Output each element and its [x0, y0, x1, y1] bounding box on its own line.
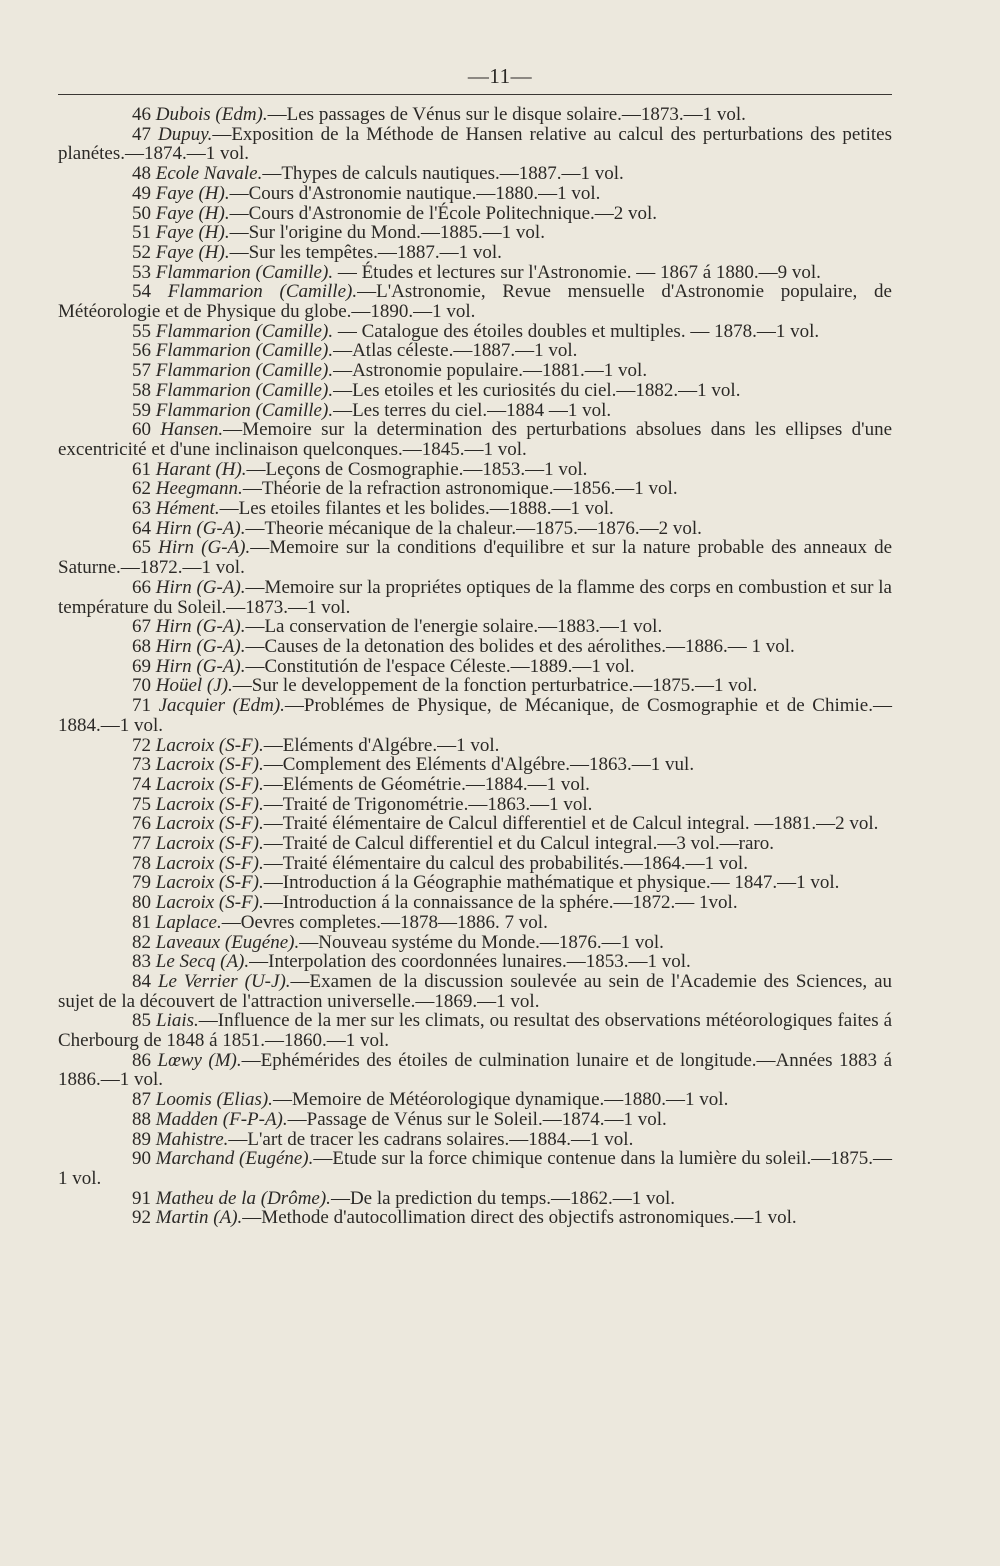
entry-title: —Traité élémentaire de Calcul differentiel et de Calcul integral. —1881.—2 vol.: [263, 813, 879, 835]
bibliography-entry: [58, 538, 892, 577]
entry-number: 57: [132, 360, 151, 382]
entry-number: 47: [132, 123, 151, 145]
entry-number: 80: [132, 892, 151, 914]
entry-author: Flammarion (Camille).: [155, 360, 334, 382]
entry-title: —Astronomie populaire.—1881.—1 vol.: [333, 360, 648, 382]
entry-author: Faye (H).: [155, 202, 230, 224]
entry-title: —Causes de la detonation des bolides et des aérolithes.—1886.— 1 vol.: [245, 635, 795, 657]
entry-title: —Cours d'Astronomie nautique.—1880.—1 vol.: [229, 182, 601, 204]
bibliography-entry: [58, 282, 892, 321]
entry-number: 46: [132, 104, 151, 125]
entry-number: 56: [132, 340, 151, 362]
bibliography-entry: [58, 105, 892, 125]
bibliography-entry: [58, 775, 892, 795]
entry-author: Lacroix (S-F).: [155, 872, 264, 894]
entry-number: 90: [132, 1148, 151, 1170]
entry-author: Dubois (Edm).: [155, 104, 268, 125]
entry-number: 77: [132, 833, 151, 855]
bibliography-entry: [58, 184, 892, 204]
entry-number: 72: [132, 734, 151, 756]
entry-title: —Memoire de Météorologique dynamique.—1880.—1 vol.: [272, 1089, 729, 1111]
entry-author: Laveaux (Eugéne).: [155, 931, 300, 953]
entry-title: —Sur le developpement de la fonction perturbatrice.—1875.—1 vol.: [232, 675, 758, 697]
entry-number: 69: [132, 655, 151, 677]
entry-number: 64: [132, 517, 151, 539]
entry-author: Hansen.: [160, 419, 224, 441]
entry-author: Madden (F-P-A).: [155, 1108, 288, 1130]
entry-number: 67: [132, 616, 151, 638]
entry-title: —Les passages de Vénus sur le disque solaire.—1873.—1 vol.: [267, 104, 746, 125]
entry-title: —Introduction á la connaissance de la sphére.—1872.— 1vol.: [263, 892, 738, 914]
bibliography-entry: [58, 1208, 892, 1228]
entry-author: Lacroix (S-F).: [155, 833, 264, 855]
entry-title: —Les etoiles filantes et les bolides.—1888.—1 vol.: [219, 498, 614, 520]
entry-author: Flammarion (Camille).: [155, 261, 334, 283]
entry-title: —Exposition de la Méthode de Hansen relative au calcul des perturbations des petites planétes.—1874.—1 vol.: [58, 123, 892, 165]
entry-title: —Sur les tempêtes.—1887.—1 vol.: [229, 241, 502, 263]
entry-number: 60: [132, 419, 151, 441]
entry-title: — Catalogue des étoiles doubles et multiples. — 1878.—1 vol.: [333, 320, 820, 342]
entry-author: Ecole Navale.: [155, 163, 263, 185]
bibliography-entry: [58, 263, 892, 283]
header-rule: [58, 94, 892, 95]
entry-title: —Ephémérides des étoiles de culmination lunaire et de longitude.—Années 1883 á 1886.—1 vol.: [58, 1049, 893, 1091]
entry-title: —Etude sur la force chimique contenue dans la lumière du soleil.—1875.—1 vol.: [58, 1148, 892, 1189]
entry-author: Lacroix (S-F).: [155, 892, 264, 914]
entry-title: —Les terres du ciel.—1884 —1 vol.: [333, 399, 612, 421]
bibliography-entry: [58, 1189, 892, 1209]
entry-author: Hirn (G-A).: [155, 576, 246, 598]
entry-title: —Examen de la discussion soulevée au sein de l'Academie des Sciences, au sujet de la découvert de l'attraction universelle.—1869.—1 vol.: [58, 970, 893, 1012]
bibliography-entry: [58, 637, 892, 657]
entry-number: 85: [132, 1010, 151, 1032]
bibliography-entry: [58, 164, 892, 184]
bibliography-entry: [58, 420, 892, 459]
bibliography-entry: [58, 617, 892, 637]
bibliography-entry: [58, 873, 892, 893]
entry-number: 76: [132, 813, 151, 835]
bibliography-entry: [58, 204, 892, 224]
bibliography-entry: [58, 952, 892, 972]
entry-author: Faye (H).: [155, 241, 230, 263]
entry-author: Hirn (G-A).: [155, 616, 246, 638]
entry-number: 87: [132, 1089, 151, 1111]
bibliography-entry: [58, 322, 892, 342]
entry-author: Heegmann.: [155, 478, 243, 500]
entry-author: Hoüel (J).: [155, 675, 233, 697]
bibliography-entry: [58, 1051, 892, 1090]
entry-title: —Traité élémentaire du calcul des probabilités.—1864.—1 vol.: [263, 852, 748, 874]
entry-author: Flammarion (Camille).: [155, 340, 334, 362]
entry-title: —Introduction á la Géographie mathématique et physique.— 1847.—1 vol.: [263, 872, 840, 894]
entry-title: —Memoire sur la propriétes optiques de la flamme des corps en combustion et sur la température du Soleil.—1873.—1 vol.: [58, 576, 892, 618]
entry-title: —Memoire sur la conditions d'equilibre et sur la nature probable des anneaux de Saturne.—1872.—1 vol.: [58, 537, 893, 579]
entry-number: 55: [132, 320, 151, 342]
bibliography-entry: [58, 854, 892, 874]
entry-number: 62: [132, 478, 151, 500]
entry-title: —Cours d'Astronomie de l'École Politechnique.—2 vol.: [229, 202, 658, 224]
entry-number: 59: [132, 399, 151, 421]
bibliography-entry: [58, 913, 892, 933]
entry-number: 52: [132, 241, 151, 263]
entry-number: 83: [132, 951, 151, 973]
entry-author: Loomis (Elias).: [155, 1089, 273, 1111]
entry-number: 74: [132, 773, 151, 795]
entry-author: Le Secq (A).: [155, 951, 250, 973]
bibliography-entry: [58, 341, 892, 361]
bibliography-entry: [58, 499, 892, 519]
entry-title: —Methode d'autocollimation direct des objectifs astronomiques.—1 vol.: [242, 1207, 797, 1229]
entry-title: —Traité de Calcul differentiel et du Calcul integral.—3 vol.—raro.: [263, 833, 774, 855]
entry-title: —La conservation de l'energie solaire.—1883.—1 vol.: [245, 616, 663, 638]
entry-title: —Les etoiles et les curiosités du ciel.—1882.—1 vol.: [333, 379, 741, 401]
entry-number: 68: [132, 635, 151, 657]
entry-number: 51: [132, 222, 151, 244]
bibliography-entry: [58, 361, 892, 381]
entry-title: —Sur l'origine du Mond.—1885.—1 vol.: [229, 222, 545, 244]
entry-number: 78: [132, 852, 151, 874]
bibliography-entry: [58, 676, 892, 696]
entry-author: Flammarion (Camille).: [155, 379, 334, 401]
bibliography-entry: [58, 1149, 892, 1188]
bibliography-entry: [58, 381, 892, 401]
entry-author: Lacroix (S-F).: [155, 793, 264, 815]
entry-author: Hirn (G-A).: [155, 517, 246, 539]
page-number: —11—: [467, 64, 533, 88]
entry-author: Faye (H).: [155, 222, 230, 244]
entry-title: — Études et lectures sur l'Astronomie. — 1867 á 1880.—9 vol.: [333, 261, 821, 283]
entry-title: —Passage de Vénus sur le Soleil.—1874.—1 vol.: [287, 1108, 667, 1130]
entry-title: —Eléments de Géométrie.—1884.—1 vol.: [263, 773, 590, 795]
entry-title: —Memoire sur la determination des perturbations absolues dans les ellipses d'une excentricité et d'une inclinaison quelconques.—1845.—1 vol.: [58, 419, 893, 460]
entry-author: Flammarion (Camille).: [167, 281, 358, 303]
entry-number: 92: [132, 1207, 151, 1229]
entry-number: 70: [132, 675, 151, 697]
bibliography-entry: [58, 736, 892, 756]
entry-title: —Interpolation des coordonnées lunaires.—1853.—1 vol.: [249, 951, 691, 973]
entry-title: —Nouveau systéme du Monde.—1876.—1 vol.: [299, 931, 664, 953]
entry-title: —Oevres completes.—1878—1886. 7 vol.: [221, 911, 548, 933]
entry-number: 63: [132, 498, 151, 520]
entry-title: —Problémes de Physique, de Mécanique, de Cosmographie et de Chimie.—1884.—1 vol.: [58, 695, 892, 736]
bibliography-entry: [58, 1110, 892, 1130]
entry-author: Marchand (Eugéne).: [155, 1148, 314, 1170]
entry-number: 65: [132, 537, 151, 559]
entry-title: —Influence de la mer sur les climats, ou resultat des observations météorologiques faites á Cherbourg de 1848 á 1851.—1860.—1 vol.: [58, 1010, 893, 1052]
entry-author: Liais.: [156, 1010, 199, 1032]
entry-author: Matheu de la (Drôme).: [155, 1187, 331, 1209]
entry-number: 53: [132, 261, 151, 283]
bibliography-entry: [58, 243, 892, 263]
entry-title: —Constitutión de l'espace Céleste.—1889.—1 vol.: [245, 655, 635, 677]
entry-number: 49: [132, 182, 151, 204]
entry-number: 82: [132, 931, 151, 953]
entry-author: Lacroix (S-F).: [155, 852, 264, 874]
entry-author: Le Verrier (U-J).: [157, 970, 291, 992]
entry-number: 81: [132, 911, 151, 933]
entry-author: Hirn (G-A).: [155, 635, 246, 657]
entry-author: Martin (A).: [155, 1207, 243, 1229]
bibliography-entry: [58, 479, 892, 499]
entry-number: 61: [132, 458, 151, 480]
bibliography-entry: [58, 125, 892, 164]
entry-title: —L'Astronomie, Revue mensuelle d'Astronomie populaire, de Météorologie et de Physique du globe.—1890.—1 vol.: [58, 281, 892, 323]
bibliography-entry: [58, 1130, 892, 1150]
bibliography-entry: [58, 1011, 892, 1050]
entry-author: Mahistre.: [155, 1128, 229, 1150]
bibliography-entry: [58, 696, 892, 735]
entry-author: Hirn (G-A).: [158, 537, 251, 559]
bibliography-entry: [58, 972, 892, 1011]
entry-author: Harant (H).: [155, 458, 247, 480]
entry-author: Lacroix (S-F).: [155, 813, 264, 835]
bibliography-entry: [58, 814, 892, 834]
entry-author: Lacroix (S-F).: [155, 773, 264, 795]
entry-title: —L'art de tracer les cadrans solaires.—1884.—1 vol.: [228, 1128, 634, 1150]
entry-author: Faye (H).: [155, 182, 230, 204]
entry-title: —Thypes de calculs nautiques.—1887.—1 vol.: [262, 163, 624, 185]
entry-title: —Leçons de Cosmographie.—1853.—1 vol.: [246, 458, 588, 480]
entry-title: —Eléments d'Algébre.—1 vol.: [263, 734, 500, 756]
entry-author: Jacquier (Edm).: [158, 695, 285, 717]
entry-number: 71: [132, 695, 151, 717]
entry-author: Flammarion (Camille).: [155, 320, 334, 342]
entry-title: —Theorie mécanique de la chaleur.—1875.—1876.—2 vol.: [245, 517, 702, 539]
entry-number: 50: [132, 202, 151, 224]
entry-title: —Complement des Eléments d'Algébre.—1863.—1 vul.: [263, 754, 695, 776]
bibliography-entry: [58, 519, 892, 539]
entry-number: 84: [132, 970, 151, 992]
entry-author: Lacroix (S-F).: [155, 754, 264, 776]
entry-number: 86: [132, 1049, 151, 1071]
bibliography-entry: [58, 657, 892, 677]
entry-number: 75: [132, 793, 151, 815]
entry-author: Hirn (G-A).: [155, 655, 246, 677]
bibliography-entry: [58, 893, 892, 913]
entry-title: —Théorie de la refraction astronomique.—1856.—1 vol.: [242, 478, 678, 500]
entry-title: —De la prediction du temps.—1862.—1 vol.: [330, 1187, 675, 1209]
entry-author: Lacroix (S-F).: [155, 734, 264, 756]
entry-author: Hément.: [155, 498, 220, 520]
bibliography-entry: [58, 460, 892, 480]
bibliography-entry: [58, 834, 892, 854]
bibliography-entry: [58, 1090, 892, 1110]
bibliography-entry: [58, 578, 892, 617]
entry-number: 73: [132, 754, 151, 776]
bibliography-entry: [58, 933, 892, 953]
entry-title: —Atlas céleste.—1887.—1 vol.: [333, 340, 578, 362]
entry-number: 89: [132, 1128, 151, 1150]
entry-number: 66: [132, 576, 151, 598]
bibliography-entry: [58, 223, 892, 243]
entry-number: 91: [132, 1187, 151, 1209]
entry-author: Flammarion (Camille).: [155, 399, 334, 421]
bibliography-entry: [58, 795, 892, 815]
bibliography-entry: [58, 755, 892, 775]
entry-author: Dupuy.: [157, 123, 213, 145]
entry-number: 48: [132, 163, 151, 185]
entry-title: —Traité de Trigonométrie.—1863.—1 vol.: [263, 793, 593, 815]
entry-author: Lœwy (M).: [157, 1049, 242, 1071]
bibliography-list: [58, 105, 892, 1228]
entry-number: 88: [132, 1108, 151, 1130]
entry-number: 54: [132, 281, 151, 303]
entry-number: 58: [132, 379, 151, 401]
bibliography-entry: [58, 401, 892, 421]
entry-author: Laplace.: [155, 911, 222, 933]
entry-number: 79: [132, 872, 151, 894]
